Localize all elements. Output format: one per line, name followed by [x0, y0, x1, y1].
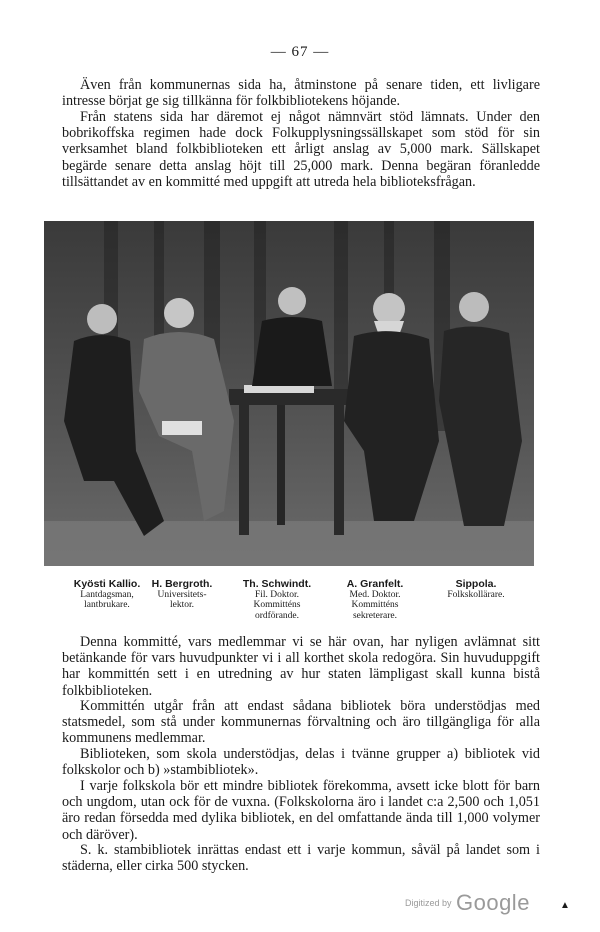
caption-line: lektor.	[169, 600, 194, 610]
paragraph-4: Kommittén utgår från att endast sådana bibliotek böra understödjas med statsmedel, som stå under kommunernas förvaltning och äro tillgängliga för alla kommunens medlemmar.	[62, 698, 540, 747]
digitized-watermark	[405, 890, 530, 916]
committee-photograph	[44, 221, 534, 566]
paragraph-1: Även från kommunernas sida ha, åtminstone på senare tiden, ett livligare intresse börjat ge sig tillkänna för folkbibliotekens höjande.	[62, 77, 540, 110]
caption-schwindt	[232, 579, 322, 621]
caption-sippola	[428, 579, 524, 600]
caption-granfelt	[330, 579, 420, 621]
caption-name: H. Bergroth.	[151, 578, 213, 590]
caption-line: Kommitténs	[351, 600, 399, 610]
caption-line: Lantdagsman,	[80, 589, 134, 600]
paragraph-6: I varje folkskola bör ett mindre bibliotek förekomma, avsett icke blott för barn och ungdom, utan ock för de vuxna. (Folkskolorna äro i landet c:a 2,500 och 1,051 äro redan försedda med dylika bibliotek, en del omfattande ända till 1,000 volymer och däröver).	[62, 778, 540, 843]
watermark-prefix: Digitized by	[405, 898, 452, 908]
caption-bergroth	[142, 579, 222, 611]
caption-name: Kyösti Kallio.	[73, 578, 141, 590]
caption-line: sekreterare.	[352, 610, 398, 621]
caption-line: Fil. Doktor.	[254, 589, 300, 600]
paragraph-2: Från statens sida har däremot ej något nämnvärt stöd lämnats. Under den bobrikoffska regimen hade dock Folkupplysningssällskapet som stöd för sin verksamhet bland folkbiblioteken ett årligt anslag av 5,000 mark. Sällskapet begärde senare detta anslag höjt till 25,000 mark. Denna begäran föranledde tillsättandet av en kommitté med uppgift att utreda hela biblioteksfrågan.	[62, 109, 540, 190]
caption-line: ordförande.	[254, 610, 300, 621]
caption-line: Kommitténs	[253, 600, 301, 610]
caption-kallio	[62, 579, 152, 611]
paragraph-5: Biblioteken, som skola understödjas, delas i tvänne grupper a) bibliotek vid folkskolor och b) »stambibliotek».	[62, 746, 540, 779]
page-number: — 67 —	[270, 44, 330, 60]
caption-line: lantbrukare.	[84, 600, 130, 610]
caption-line: Folkskollärare.	[447, 589, 505, 600]
caption-line: Universitets-	[157, 589, 207, 600]
caption-name: A. Granfelt.	[346, 578, 404, 590]
caption-name: Th. Schwindt.	[242, 578, 312, 590]
margin-mark: ▲	[560, 900, 570, 911]
paragraph-3: Denna kommitté, vars medlemmar vi se här ovan, har nyligen avlämnat sitt betänkande för vars huvudpunkter vi i all korthet skola redogöra. Sin huvuduppgift har kommittén sett i en utredning av hur staten lämpligast skall kunna bistå folkbiblioteken.	[62, 634, 540, 699]
paragraph-7: S. k. stambibliotek inrättas endast ett i varje kommun, såväl på landet som i städerna, eller cirka 500 stycken.	[62, 842, 540, 875]
watermark-brand: Google	[455, 890, 530, 915]
caption-name: Sippola.	[455, 578, 497, 590]
caption-line: Med. Doktor.	[349, 589, 401, 600]
